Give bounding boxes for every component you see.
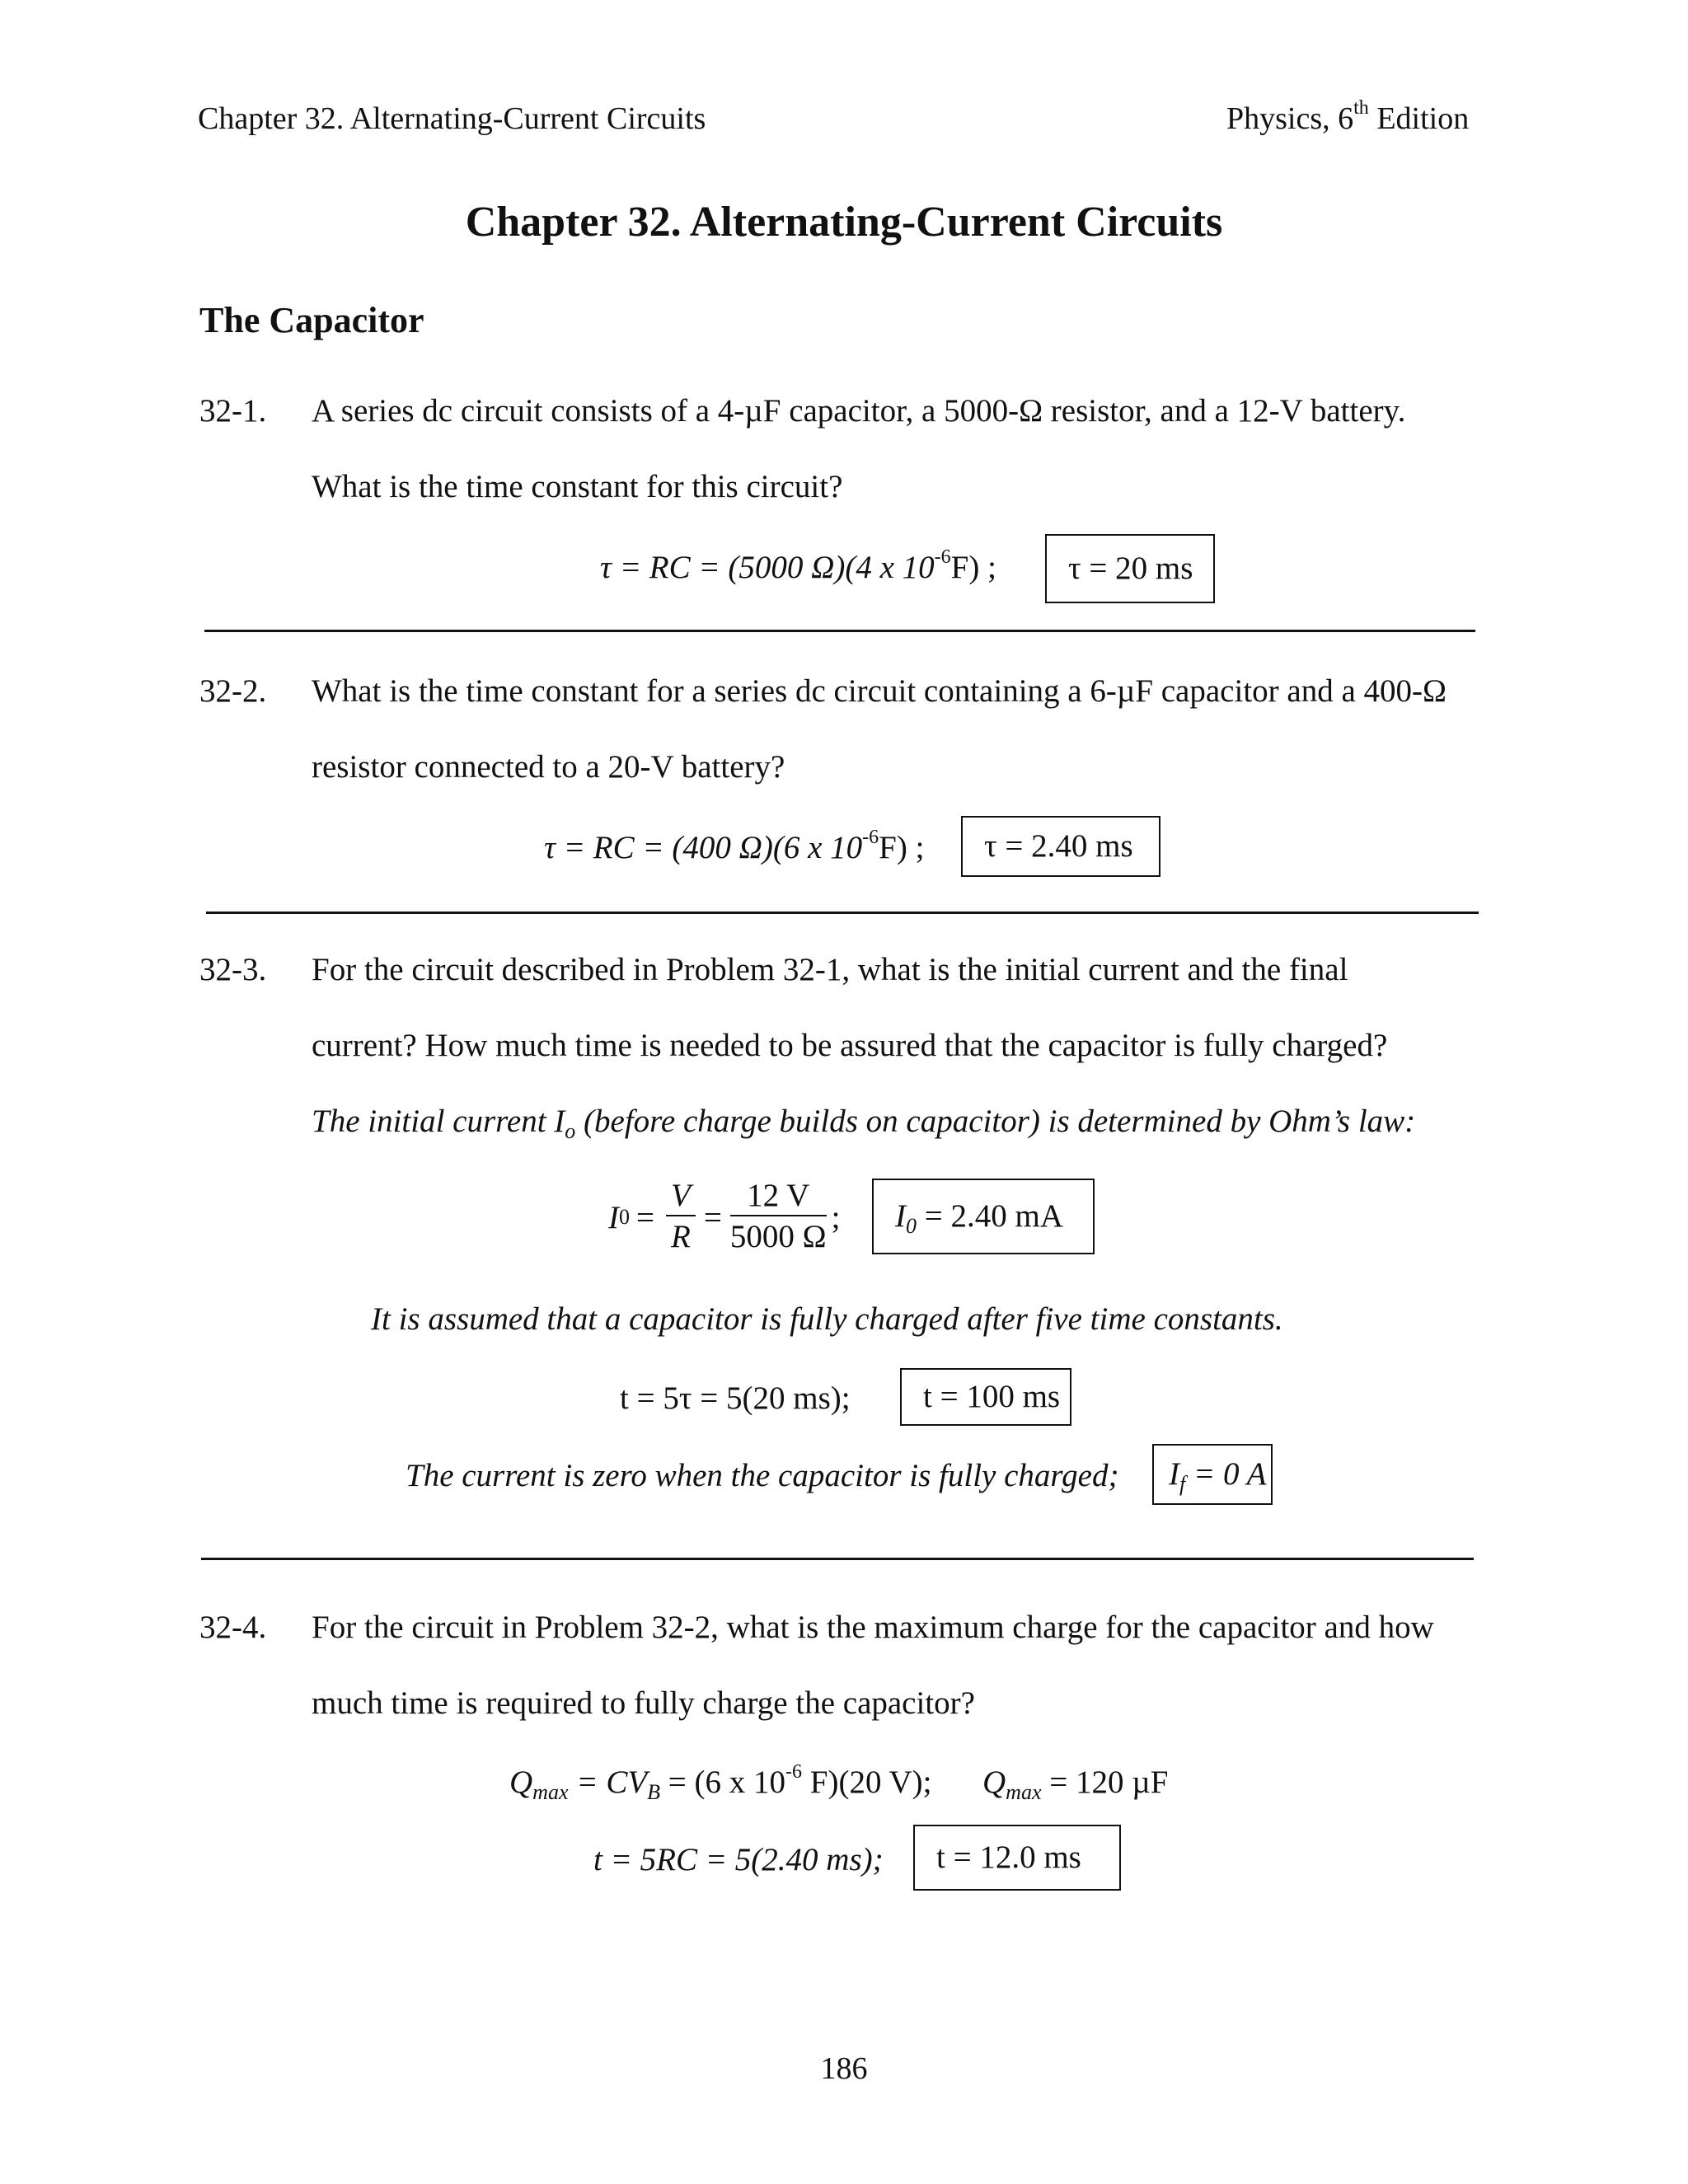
note-subscript: o	[565, 1119, 576, 1143]
page-number: 186	[820, 2051, 868, 2086]
solution-note: The current is zero when the capacitor is fully charged;	[406, 1458, 1119, 1493]
equation	[600, 546, 996, 586]
equation-lhs: I	[608, 1199, 619, 1235]
note-text-b: (before charge builds on capacitor) is determined by Ohm’s law:	[575, 1104, 1416, 1139]
problem-text: What is the time constant for this circuit?	[312, 469, 843, 504]
problem-text: For the circuit described in Problem 32-1, what is the initial current and the final	[312, 952, 1348, 987]
header-edition-suffix: Edition	[1368, 101, 1470, 136]
divider	[204, 630, 1475, 632]
answer-box	[872, 1179, 1095, 1254]
equation-part: F)(20 V);	[802, 1765, 932, 1800]
charge-subscript: max	[1006, 1780, 1042, 1804]
divider	[201, 1558, 1474, 1560]
equation-tail: F) ;	[950, 550, 996, 585]
problem-text: resistor connected to a 20-V battery?	[312, 749, 785, 785]
ohms-law-equation: I 0 = $\frac{V}{R}$ = $\frac{12 V}{5000 \Omega}$ ;	[608, 1172, 840, 1263]
fraction-values	[730, 1177, 827, 1258]
equation-main: τ = RC = (400 Ω)(6 x 10	[544, 830, 863, 865]
equation	[509, 1761, 932, 1804]
problem-number: 32-1.	[199, 393, 267, 429]
exponent: -6	[862, 827, 879, 848]
fraction-numerator: V	[666, 1177, 696, 1216]
problem-text: A series dc circuit consists of a 4-µF capacitor, a 5000-Ω resistor, and a 12-V battery.	[312, 393, 1406, 429]
equation	[544, 829, 924, 866]
answer-box: t = 100 ms	[900, 1368, 1071, 1426]
battery-subscript: B	[647, 1780, 661, 1804]
answer-value: = 0 A	[1185, 1456, 1267, 1492]
problem-number: 32-4.	[199, 1610, 267, 1645]
answer-box	[1152, 1444, 1273, 1505]
running-header-left: Chapter 32. Alternating-Current Circuits	[198, 101, 706, 136]
section-heading: The Capacitor	[199, 300, 424, 340]
solution-note	[312, 1103, 1416, 1143]
problem-text: current? How much time is needed to be assured that the capacitor is fully charged?	[312, 1028, 1388, 1063]
problem-number: 32-2.	[199, 673, 267, 709]
answer-box: τ = 2.40 ms	[961, 816, 1160, 877]
answer-subscript: 0	[906, 1214, 917, 1238]
equation-part: = CV	[568, 1765, 648, 1800]
fraction-denominator: R	[671, 1219, 691, 1254]
fraction-v-over-r	[666, 1177, 696, 1258]
running-header-right	[1226, 97, 1470, 137]
problem-text: For the circuit in Problem 32-2, what is the maximum charge for the capacitor and how	[312, 1610, 1434, 1645]
answer-symbol: I	[895, 1198, 906, 1234]
chapter-title: Chapter 32. Alternating-Current Circuits	[465, 199, 1223, 246]
result-value: = 120 µF	[1041, 1765, 1169, 1800]
exponent: -6	[785, 1761, 803, 1783]
charge-symbol: Q	[509, 1765, 533, 1800]
divider	[206, 912, 1479, 914]
answer-box: t = 12.0 ms	[913, 1825, 1121, 1891]
note-text-a: The initial current I	[312, 1104, 565, 1139]
charge-subscript: max	[532, 1780, 569, 1804]
answer-subscript: f	[1179, 1472, 1186, 1496]
problem-number: 32-3.	[199, 952, 267, 987]
equation-tail: F) ;	[879, 830, 925, 865]
solution-note: It is assumed that a capacitor is fully charged after five time constants.	[371, 1301, 1283, 1337]
equation: t = 5RC = 5(2.40 ms);	[593, 1842, 884, 1877]
charge-symbol: Q	[982, 1765, 1006, 1800]
exponent: -6	[934, 546, 951, 568]
problem-text: What is the time constant for a series dc circuit containing a 6-µF capacitor and a 400-Ω	[312, 673, 1447, 709]
answer-value: = 2.40 mA	[917, 1198, 1063, 1234]
header-edition-prefix: Physics, 6	[1226, 101, 1354, 136]
equation-part: = (6 x 10	[660, 1765, 786, 1800]
equation-main: τ = RC = (5000 Ω)(4 x 10	[600, 550, 935, 585]
result	[982, 1764, 1169, 1804]
equation: t = 5τ = 5(20 ms);	[620, 1380, 851, 1416]
fraction-numerator: 12 V	[730, 1177, 827, 1216]
answer-box: τ = 20 ms	[1045, 534, 1215, 603]
problem-text: much time is required to fully charge the capacitor?	[312, 1685, 975, 1721]
answer-symbol: I	[1169, 1456, 1179, 1492]
fraction-denominator: 5000 Ω	[729, 1219, 827, 1254]
header-edition-sup: th	[1353, 97, 1369, 119]
